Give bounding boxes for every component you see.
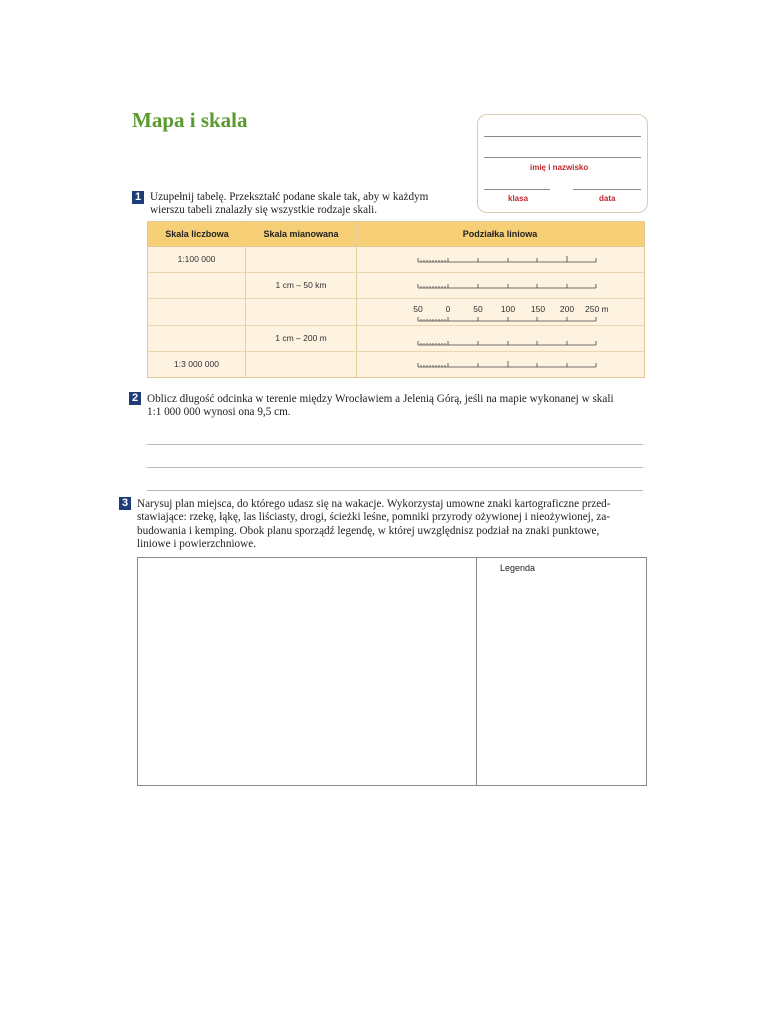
answer-line-3[interactable] <box>147 490 643 491</box>
row-1-numeric[interactable]: 1:100 000 <box>177 254 216 264</box>
answer-line-1[interactable] <box>147 444 643 445</box>
scale-bar-row-4 <box>418 341 596 345</box>
task-1-number: 1 <box>132 191 144 204</box>
row-4-named[interactable]: 1 cm – 200 m <box>275 333 327 343</box>
scale-bar-label: 200 <box>559 304 575 314</box>
scale-bar-label: 50 <box>413 304 423 314</box>
legend-label: Legenda <box>500 563 536 573</box>
task-2-line-1: Oblicz długość odcinka w terenie między Wrocławiem a Jelenią Górą, jeśli na mapie wykonanej w skali <box>147 393 614 405</box>
student-info-card <box>477 114 648 213</box>
page-title: Mapa i skala <box>132 108 248 132</box>
class-label: klasa <box>508 194 529 203</box>
date-label: data <box>599 194 616 203</box>
task-1-line-1: Uzupełnij tabelę. Przekształć podane skale tak, aby w każdym <box>150 191 429 203</box>
scale-bar-row-1 <box>418 256 596 262</box>
row-2-named[interactable]: 1 cm – 50 km <box>275 280 327 290</box>
scale-bar-label: 50 <box>473 304 483 314</box>
scale-bar-label: 100 <box>500 304 516 314</box>
task-3-text <box>137 498 651 551</box>
task-3-line-2: stawiające: rzekę, łąkę, las liściasty, drogi, ścieżki leśne, pomniki przyrody ożywionej i nieożywionej, za- <box>137 511 611 524</box>
header-scale-numeric: Skala liczbowa <box>165 229 229 239</box>
name-line-1[interactable] <box>484 136 641 137</box>
task-2-line-2: 1:1 000 000 wynosi ona 9,5 cm. <box>147 406 291 419</box>
date-line[interactable] <box>573 189 641 190</box>
task-2-number: 2 <box>129 392 141 405</box>
plan-legend-divider <box>476 558 477 785</box>
task-1-text <box>150 191 428 218</box>
scale-bar-row-5 <box>418 361 596 367</box>
scale-table <box>147 221 645 378</box>
answer-line-2[interactable] <box>147 467 643 468</box>
task-3-line-4: liniowe i powierzchniowe. <box>137 537 256 550</box>
name-label: imię i nazwisko <box>530 163 589 172</box>
scale-bar-label: 150 <box>530 304 546 314</box>
scale-bar-label: 250 m <box>585 304 609 314</box>
name-line-2[interactable] <box>484 157 641 158</box>
scale-bar-label: 0 <box>445 304 451 314</box>
task-3-number: 3 <box>119 497 131 510</box>
row-5-numeric[interactable]: 1:3 000 000 <box>174 359 219 369</box>
task-3-line-3: budowania i kemping. Obok planu sporządź legendę, w której uwzględnisz podział na znaki punktowe, <box>137 524 600 537</box>
task-3-line-1: Narysuj plan miejsca, do którego udasz się na wakacje. Wykorzystaj umowne znaki kartograficzne przed- <box>137 498 611 510</box>
class-line[interactable] <box>484 189 550 190</box>
scale-bar-row-2 <box>418 284 596 288</box>
scale-bar-row-3 <box>418 317 596 321</box>
task-2-text <box>147 393 652 420</box>
header-scale-bar: Podziałka liniowa <box>462 229 538 239</box>
header-scale-named: Skala mianowana <box>263 229 339 239</box>
scale-bars <box>148 222 644 377</box>
task-1-line-2: wierszu tabeli znalazły się wszystkie rodzaje skali. <box>150 204 378 217</box>
plan-drawing-box[interactable] <box>137 557 647 786</box>
